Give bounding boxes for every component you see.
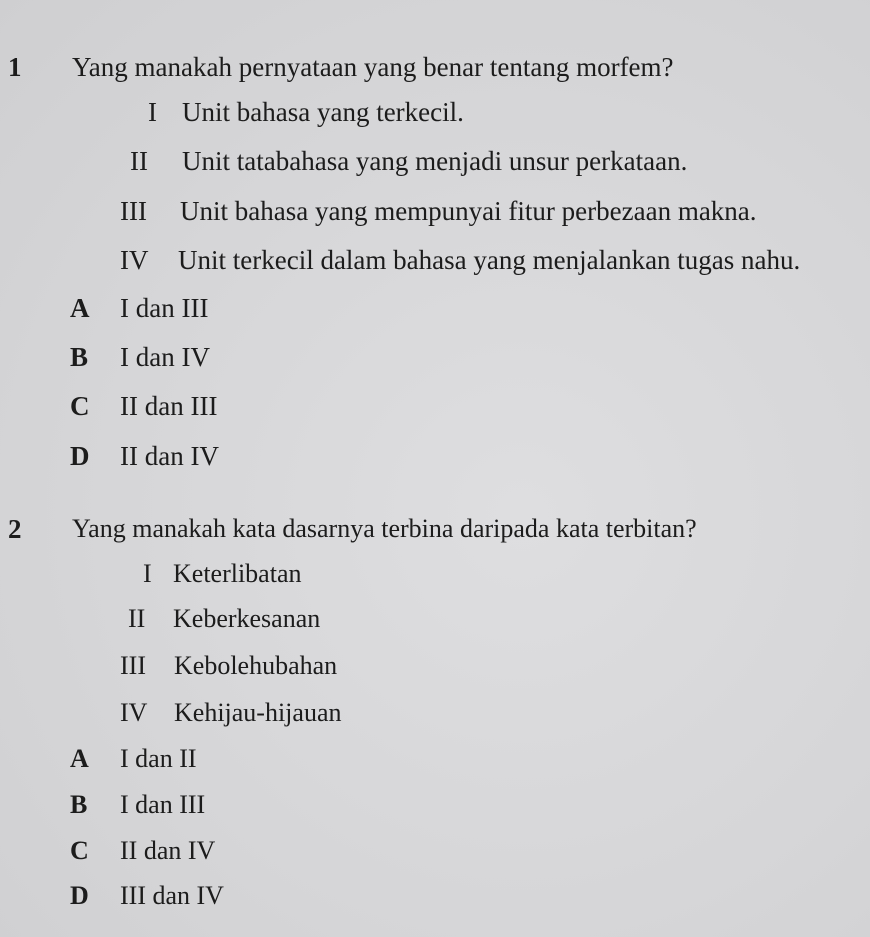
option-letter: D xyxy=(70,441,90,471)
answer-option-b[interactable] xyxy=(70,342,210,373)
statement-text: Unit tatabahasa yang menjadi unsur perkataan. xyxy=(182,146,688,176)
question-text: Yang manakah pernyataan yang benar tentang morfem? xyxy=(72,52,674,82)
statement-roman: II xyxy=(128,604,146,633)
statement-text: Keberkesanan xyxy=(173,604,321,633)
answer-option-c[interactable] xyxy=(70,836,215,866)
statement-roman: I xyxy=(143,559,152,588)
statement-roman: IV xyxy=(120,698,148,727)
statement-text: Unit bahasa yang terkecil. xyxy=(182,97,464,127)
statement-text: Unit bahasa yang mempunyai fitur perbezaan makna. xyxy=(180,196,757,226)
option-text: II dan IV xyxy=(120,836,216,865)
option-letter: A xyxy=(70,293,90,323)
option-letter: A xyxy=(70,744,89,773)
answer-option-d[interactable] xyxy=(70,441,219,472)
statement-roman: II xyxy=(130,146,148,176)
option-text: II dan IV xyxy=(120,441,219,471)
statement-roman: III xyxy=(120,651,146,680)
option-letter: C xyxy=(70,836,89,865)
option-text: II dan III xyxy=(120,391,218,421)
option-letter: C xyxy=(70,391,90,421)
option-text: III dan IV xyxy=(120,881,224,910)
statement xyxy=(120,651,337,681)
statement xyxy=(120,245,800,276)
answer-option-a[interactable] xyxy=(70,293,208,324)
statement-roman: III xyxy=(120,196,147,226)
option-text: I dan IV xyxy=(120,342,210,372)
answer-option-b[interactable] xyxy=(70,790,205,820)
statement-roman: I xyxy=(148,97,157,127)
question-number: 2 xyxy=(8,514,22,544)
statement xyxy=(120,698,342,728)
statement-text: Kebolehubahan xyxy=(174,651,338,680)
statement-roman: IV xyxy=(120,245,149,275)
statement xyxy=(128,604,320,634)
statement xyxy=(120,196,757,227)
statement xyxy=(130,146,687,177)
question-text: Yang manakah kata dasarnya terbina daripada kata terbitan? xyxy=(72,514,697,543)
answer-option-c[interactable] xyxy=(70,391,217,422)
statement xyxy=(148,97,464,128)
option-letter: D xyxy=(70,881,89,910)
option-letter: B xyxy=(70,790,88,819)
answer-option-d[interactable] xyxy=(70,881,224,911)
statement-text: Keterlibatan xyxy=(173,559,302,588)
option-letter: B xyxy=(70,342,89,372)
option-text: I dan III xyxy=(120,293,209,323)
option-text: I dan II xyxy=(120,744,197,773)
statement xyxy=(143,559,302,589)
statement-text: Unit terkecil dalam bahasa yang menjalankan tugas nahu. xyxy=(178,245,801,275)
option-text: I dan III xyxy=(120,790,206,819)
answer-option-a[interactable] xyxy=(70,744,197,774)
statement-text: Kehijau-hijauan xyxy=(174,698,342,727)
question-number: 1 xyxy=(8,52,22,82)
